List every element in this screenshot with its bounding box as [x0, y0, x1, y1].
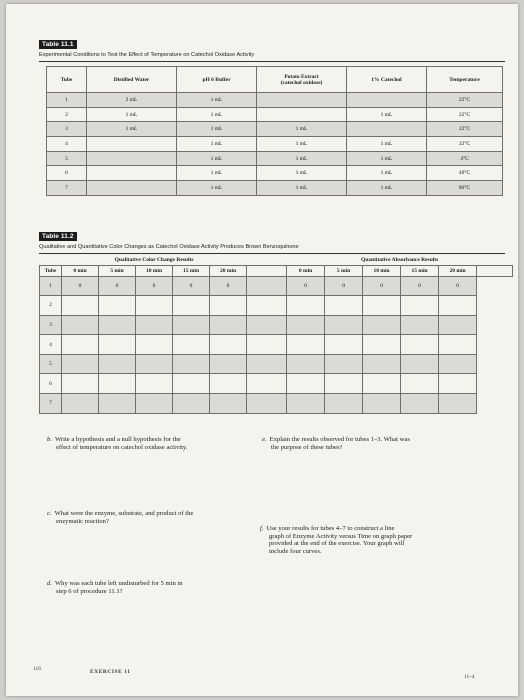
table-11-1-caption: Experimental Conditions to Test the Effect of Temperature on Catechol Oxidase Activity	[39, 52, 255, 58]
question-b	[47, 436, 247, 451]
t1-cell: 1 mL	[257, 151, 347, 166]
t1-cell	[257, 107, 347, 122]
t2-row	[40, 354, 513, 374]
t2-cell-qual	[173, 374, 210, 394]
t2-cell-qual	[173, 335, 210, 355]
t1-cell: 80°C	[427, 181, 503, 196]
t2-cell-gap	[247, 276, 287, 296]
t2-cell-quant	[363, 374, 401, 394]
t2-cell-tube: 2	[40, 296, 62, 316]
t2-cell-qual	[62, 354, 99, 374]
question-e-line1: Explain the results observed for tubes 1–3. What was	[269, 436, 410, 443]
question-b-line2: effect of temperature on catechol oxidase activity.	[56, 443, 188, 451]
t1-cell	[87, 166, 177, 181]
t2-cell-qual	[99, 374, 136, 394]
t2-row	[40, 335, 513, 355]
t2-cell-qual	[99, 394, 136, 414]
question-c-letter: c.	[47, 510, 52, 517]
t2-cell-qual	[62, 315, 99, 335]
t2-header-quant-time: 20 min	[439, 265, 477, 276]
t2-cell-tube: 3	[40, 315, 62, 335]
t1-cell: 1 mL	[257, 166, 347, 181]
t2-cell-quant	[287, 315, 325, 335]
t2-row	[40, 394, 513, 414]
t2-cell-qual	[62, 394, 99, 414]
t2-cell-qual: 0	[62, 276, 99, 296]
t1-cell	[87, 181, 177, 196]
t1-cell: 22°C	[427, 93, 503, 108]
t1-row	[47, 166, 503, 181]
t2-cell-qual	[173, 354, 210, 374]
page-number-left: 116	[33, 666, 41, 672]
t2-cell-quant	[363, 296, 401, 316]
t2-header-qual-time: 10 min	[136, 265, 173, 276]
table-11-2-label: Table 11.2	[39, 232, 77, 241]
t1-cell: 40°C	[427, 166, 503, 181]
t2-cell-qual	[99, 296, 136, 316]
t1-cell: 1 mL	[347, 181, 427, 196]
t2-cell-quant	[401, 374, 439, 394]
t2-cell-qual	[62, 374, 99, 394]
t2-cell-quant	[363, 335, 401, 355]
question-f-line3: provided at the end of the exercise. Your graph will	[269, 540, 405, 548]
t2-cell-quant	[439, 296, 477, 316]
t2-cell-qual	[99, 335, 136, 355]
question-e	[262, 436, 512, 451]
t2-cell-quant: 0	[325, 276, 363, 296]
t2-cell-quant: 0	[439, 276, 477, 296]
t1-cell: 22°C	[427, 137, 503, 152]
t2-cell-gap	[247, 354, 287, 374]
t2-cell-qual	[136, 335, 173, 355]
t2-cell-tube: 1	[40, 276, 62, 296]
t1-cell: 1 mL	[87, 122, 177, 137]
t2-cell-tube: 7	[40, 394, 62, 414]
t1-cell: 1 mL	[257, 137, 347, 152]
table-11-1	[46, 66, 503, 196]
t2-cell-qual	[136, 394, 173, 414]
t2-cell-quant	[325, 296, 363, 316]
t2-header-gap	[247, 265, 287, 276]
question-f-letter: f.	[260, 525, 264, 532]
t1-cell: 1 mL	[177, 166, 257, 181]
t1-cell: 1 mL	[177, 137, 257, 152]
t1-cell: 1 mL	[347, 151, 427, 166]
question-b-letter: b.	[47, 436, 52, 443]
t1-cell: 22°C	[427, 107, 503, 122]
t2-header-qual-time: 5 min	[99, 265, 136, 276]
t2-cell-quant	[287, 354, 325, 374]
t2-cell-quant	[287, 296, 325, 316]
t1-cell: 7	[47, 181, 87, 196]
t2-cell-tube: 5	[40, 354, 62, 374]
t1-cell: 1 mL	[177, 107, 257, 122]
t1-row	[47, 107, 503, 122]
t2-cell-gap	[247, 335, 287, 355]
t2-qual-group: Qualitative Color Change Results	[114, 257, 194, 264]
t2-cell-qual	[136, 315, 173, 335]
question-e-line2: the purpose of these tubes?	[271, 443, 343, 451]
t2-cell-qual	[210, 335, 247, 355]
t2-cell-qual: 0	[99, 276, 136, 296]
t2-cell-quant	[401, 315, 439, 335]
t1-header-catechol: 1% Catechol	[347, 67, 427, 93]
t2-corner	[40, 256, 62, 265]
t2-cell-qual	[210, 374, 247, 394]
t2-cell-quant	[363, 354, 401, 374]
t2-cell-tube: 6	[40, 374, 62, 394]
t1-cell: 3	[47, 122, 87, 137]
t2-cell-qual	[210, 394, 247, 414]
t2-header-extra	[477, 265, 513, 276]
t2-cell-gap	[247, 394, 287, 414]
t2-quant-group: Quantitative Absorbance Results	[360, 257, 439, 264]
table-11-1-rule	[39, 61, 505, 62]
t2-header-quant-time: 10 min	[363, 265, 401, 276]
t1-header-potato-line1: Potato Extract	[284, 73, 319, 80]
t1-cell	[347, 93, 427, 108]
t2-cell-qual	[210, 354, 247, 374]
table-11-2	[39, 256, 513, 414]
t1-row	[47, 137, 503, 152]
t2-cell-quant	[439, 354, 477, 374]
t2-cell-quant	[325, 394, 363, 414]
t2-cell-quant	[287, 374, 325, 394]
t1-row	[47, 93, 503, 108]
t2-row	[40, 276, 513, 296]
t1-cell: 2 mL	[87, 93, 177, 108]
t1-row	[47, 151, 503, 166]
question-d-letter: d.	[47, 580, 52, 587]
t1-cell: 2	[47, 107, 87, 122]
t2-cell-quant	[401, 354, 439, 374]
t2-gap	[247, 256, 287, 265]
t2-cell-quant	[439, 374, 477, 394]
t1-header-temperature: Temperature	[427, 67, 503, 93]
t2-header-qual-time: 0 min	[62, 265, 99, 276]
t1-header-potato	[257, 67, 347, 93]
question-d	[47, 580, 257, 595]
t1-cell	[347, 122, 427, 137]
t2-header-qual-time: 20 min	[210, 265, 247, 276]
t2-header-quant-time: 0 min	[287, 265, 325, 276]
t1-cell: 1 mL	[177, 122, 257, 137]
question-c-line1: What were the enzyme, substrate, and product of the	[54, 510, 194, 517]
t2-cell-quant	[363, 394, 401, 414]
question-c-line2: enzymatic reaction?	[56, 517, 109, 525]
table-11-2-caption: Qualitative and Quantitative Color Changes as Catechol Oxidase Activity Produces Brown Benzoquinone	[39, 244, 299, 250]
table-11-2-rule	[39, 253, 505, 254]
t2-cell-quant	[439, 315, 477, 335]
t1-cell: 5	[47, 151, 87, 166]
t2-header-tube: Tube	[40, 265, 62, 276]
question-b-line1: Write a hypothesis and a null hypothesis for the	[54, 436, 181, 443]
t2-cell-qual	[173, 394, 210, 414]
t2-cell-quant: 0	[363, 276, 401, 296]
t2-cell-quant	[325, 374, 363, 394]
t1-header-water: Distilled Water	[87, 67, 177, 93]
t2-cell-gap	[247, 315, 287, 335]
t2-cell-qual: 0	[173, 276, 210, 296]
t2-cell-gap	[247, 374, 287, 394]
t2-cell-qual	[136, 374, 173, 394]
t2-cell-gap	[247, 296, 287, 316]
t1-cell: 1 mL	[347, 166, 427, 181]
exercise-footer: EXERCISE 11	[90, 669, 131, 675]
t2-cell-quant	[401, 394, 439, 414]
question-d-line2: step 6 of procedure 11.1?	[56, 587, 123, 595]
t1-cell: 1 mL	[347, 107, 427, 122]
t2-cell-quant	[439, 335, 477, 355]
question-c	[47, 510, 257, 525]
t1-cell: 22°C	[427, 122, 503, 137]
t2-cell-quant	[287, 335, 325, 355]
t2-cell-quant: 0	[287, 276, 325, 296]
t2-cell-quant	[401, 296, 439, 316]
t1-cell: 1 mL	[347, 137, 427, 152]
question-f-line2: graph of Enzyme Activity versus Time on graph paper	[269, 532, 413, 540]
t2-cell-quant	[325, 335, 363, 355]
page-number-right: 11–4	[464, 674, 475, 680]
table-11-1-label: Table 11.1	[39, 40, 77, 49]
t1-cell: 1 mL	[177, 93, 257, 108]
t1-cell: 1 mL	[257, 181, 347, 196]
t2-cell-qual	[210, 315, 247, 335]
t2-cell-qual	[62, 296, 99, 316]
t2-cell-quant	[325, 315, 363, 335]
question-f	[260, 525, 510, 555]
t2-header-quant-time: 15 min	[401, 265, 439, 276]
t2-cell-qual: 0	[210, 276, 247, 296]
t2-cell-qual	[99, 354, 136, 374]
t1-cell	[87, 137, 177, 152]
t1-header-tube: Tube	[47, 67, 87, 93]
t2-cell-quant	[363, 315, 401, 335]
t1-cell: 1 mL	[87, 107, 177, 122]
t1-cell	[257, 93, 347, 108]
t1-header-buffer: pH 6 Buffer	[177, 67, 257, 93]
t1-cell: 4	[47, 137, 87, 152]
t1-cell: 1 mL	[177, 181, 257, 196]
t2-cell-qual	[136, 296, 173, 316]
t1-cell: 4°C	[427, 151, 503, 166]
t2-cell-tube: 4	[40, 335, 62, 355]
t2-cell-qual	[62, 335, 99, 355]
t1-cell: 1	[47, 93, 87, 108]
t2-cell-quant	[401, 335, 439, 355]
question-e-letter: e.	[262, 436, 267, 443]
t2-header-quant-time: 5 min	[325, 265, 363, 276]
t2-cell-qual	[99, 315, 136, 335]
t2-cell-qual	[136, 354, 173, 374]
question-f-line4: include four curves.	[269, 547, 322, 555]
t2-cell-quant: 0	[401, 276, 439, 296]
t1-header-potato-line2: (catechol oxidase)	[280, 79, 323, 86]
t2-cell-qual: 0	[136, 276, 173, 296]
t1-row	[47, 181, 503, 196]
t2-cell-quant	[287, 394, 325, 414]
t2-cell-qual	[210, 296, 247, 316]
question-f-line1: Use your results for tubes 4–7 to construct a line	[266, 525, 395, 532]
workbook-page	[6, 4, 518, 696]
t2-header-qual-time: 15 min	[173, 265, 210, 276]
question-d-line1: Why was each tube left undisturbed for 5 min in	[54, 580, 183, 587]
t2-cell-qual	[173, 315, 210, 335]
t2-row	[40, 315, 513, 335]
t2-row	[40, 296, 513, 316]
t1-row	[47, 122, 503, 137]
t1-cell	[87, 151, 177, 166]
t2-cell-quant	[439, 394, 477, 414]
t1-cell: 6	[47, 166, 87, 181]
t2-cell-quant	[325, 354, 363, 374]
t2-cell-qual	[173, 296, 210, 316]
t2-row	[40, 374, 513, 394]
t1-cell: 1 mL	[177, 151, 257, 166]
t1-cell: 1 mL	[257, 122, 347, 137]
